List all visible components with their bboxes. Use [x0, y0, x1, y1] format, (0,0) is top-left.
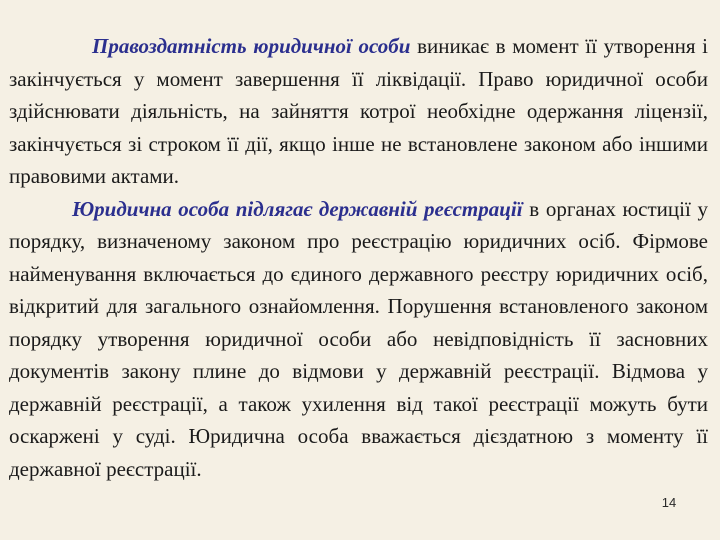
paragraph-legal-capacity: [9, 30, 708, 193]
paragraph-state-registration-text: в органах юстиції у порядку, визначеному законом про реєстрацію юридичних осіб. Фірмове найменування включається до єдиного державного реєстру юридичних осіб, відкритий для загального ознайомлення. Порушення встановленого законом порядку утворення юридичної особи або невідповідність її засновних документів закону плине до відмови у державній реєстрації. Відмова у державній реєстрації, а також ухилення від такої реєстрації можуть бути оскаржені у суді. Юридична особа вважається дієздатною з моменту її державної реєстрації.: [9, 196, 708, 481]
term-state-registration: Юридична особа підлягає державній реєстрації: [72, 196, 523, 221]
term-legal-capacity: Правоздатність юридичної особи: [92, 34, 411, 58]
paragraph-legal-capacity-text: виникає в момент її утворення і закінчується у момент завершення її ліквідації. Право юридичної особи здійснювати діяльність, на зайняття котрої необхідне одержання ліцензії, закінчується зі строком її дії, якщо інше не встановлене законом або іншими правовими актами.: [9, 34, 708, 188]
page-number: 14: [661, 495, 677, 510]
paragraph-state-registration: [9, 193, 708, 486]
slide-body-text: [9, 30, 708, 485]
